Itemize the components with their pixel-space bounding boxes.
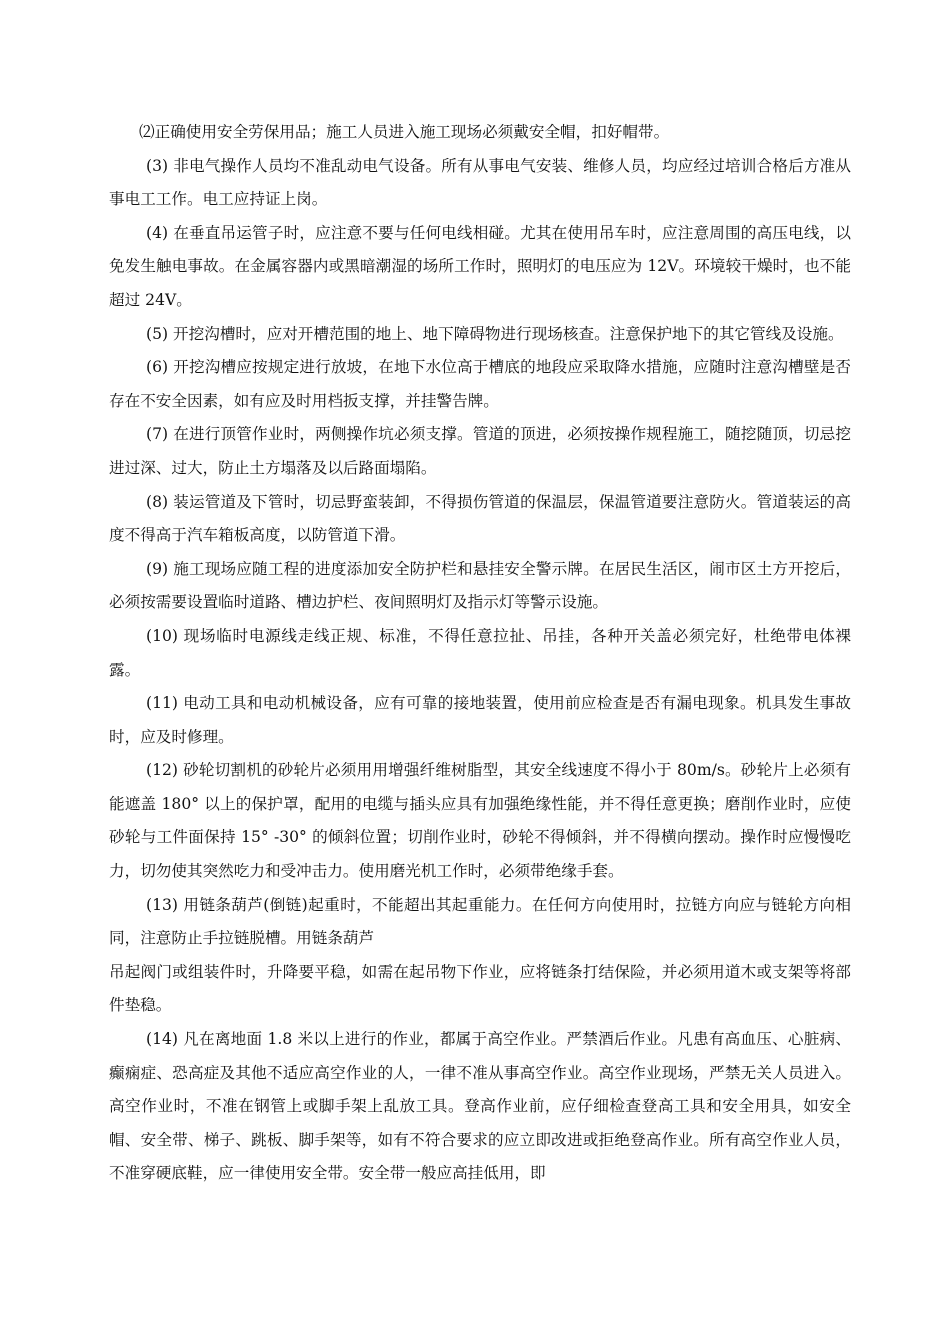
paragraph-6: (6) 开挖沟槽应按规定进行放坡，在地下水位高于槽底的地段应采取降水措施，应随时注意沟槽壁是否存在不安全因素，如有应及时用档扳支撑，并挂警告牌。 [109, 358, 851, 410]
paragraph-5: (5) 开挖沟槽时，应对开槽范围的地上、地下障碍物进行现场核查。注意保护地下的其它管线及设施。 [146, 324, 844, 343]
paragraph-14: (14) 凡在离地面 1.8 米以上进行的作业，都属于高空作业。严禁酒后作业。凡患有高血压、心脏病、癫痫症、恐高症及其他不适应高空作业的人，一律不准从事高空作业。高空作业现场，严禁无关人员进入。高空作业时，不准在钢管上或脚手架上乱放工具。登高作业前，应仔细检查登高工具和安全用具，如安全帽、安全带、梯子、跳板、脚手架等，如有不符合要求的应立即改进或拒绝登高作业。所有高空作业人员，不准穿硬底鞋，应一律使用安全带。安全带一般应高挂低用，即 [109, 1030, 851, 1183]
paragraph-3: (3) 非电气操作人员均不准乱动电气设备。所有从事电气安装、维修人员，均应经过培训合格后方准从事电工工作。电工应持证上岗。 [109, 156, 851, 209]
paragraph-2: ⑵正确使用安全劳保用品；施工人员进入施工现场必须戴安全帽，扣好帽带。 [139, 123, 670, 141]
document-body [109, 116, 851, 1191]
paragraph-12: (12) 砂轮切割机的砂轮片必须用用增强纤维树脂型，其安全线速度不得小于 80m/s。砂轮片上必须有能遮盖 180° 以上的保护罩，配用的电缆与插头应具有加强绝缘性能，并不得任意更换；磨削作业时，应使砂轮与工件面保持 15° -30° 的倾斜位置；切削作业时，砂轮不得倾斜，并不得横向摆动。操作时应慢慢吃力，切勿使其突然吃力和受冲击力。使用磨光机工作时，必须带绝缘手套。 [109, 761, 851, 881]
paragraph-10: (10) 现场临时电源线走线正规、标准，不得任意拉扯、吊挂，各种开关盖必须完好，杜绝带电体裸露。 [109, 626, 851, 679]
paragraph-13-part-2: 吊起阀门或组装件时，升降要平稳，如需在起吊物下作业，应将链条打结保险，并必须用道木或支架等将部件垫稳。 [109, 962, 851, 1015]
paragraph-8: (8) 装运管道及下管时，切忌野蛮装卸，不得损伤管道的保温层，保温管道要注意防火。管道装运的高度不得高于汽车箱板高度，以防管道下滑。 [109, 492, 851, 545]
paragraph-13-part-1: (13) 用链条葫芦(倒链)起重时，不能超出其起重能力。在任何方向使用时，拉链方向应与链轮方向相同，注意防止手拉链脱槽。用链条葫芦 [109, 895, 851, 948]
paragraph-11: (11) 电动工具和电动机械设备，应有可靠的接地装置，使用前应检查是否有漏电现象。机具发生事故时，应及时修理。 [109, 694, 851, 746]
paragraph-4: (4) 在垂直吊运管子时，应注意不要与任何电线相碰。尤其在使用吊车时，应注意周围的高压电线，以免发生触电事故。在金属容器内或黑暗潮湿的场所工作时，照明灯的电压应为 12V。环境较干燥时，也不能超过 24V。 [109, 223, 851, 309]
paragraph-7: (7) 在进行顶管作业时，两侧操作坑必须支撑。管道的顶进，必须按操作规程施工，随挖随顶，切忌挖进过深、过大，防止土方塌落及以后路面塌陷。 [109, 425, 851, 477]
paragraph-9: (9) 施工现场应随工程的进度添加安全防护栏和悬挂安全警示牌。在居民生活区，闹市区土方开挖后，必须按需要设置临时道路、槽边护栏、夜间照明灯及指示灯等警示设施。 [109, 559, 851, 612]
